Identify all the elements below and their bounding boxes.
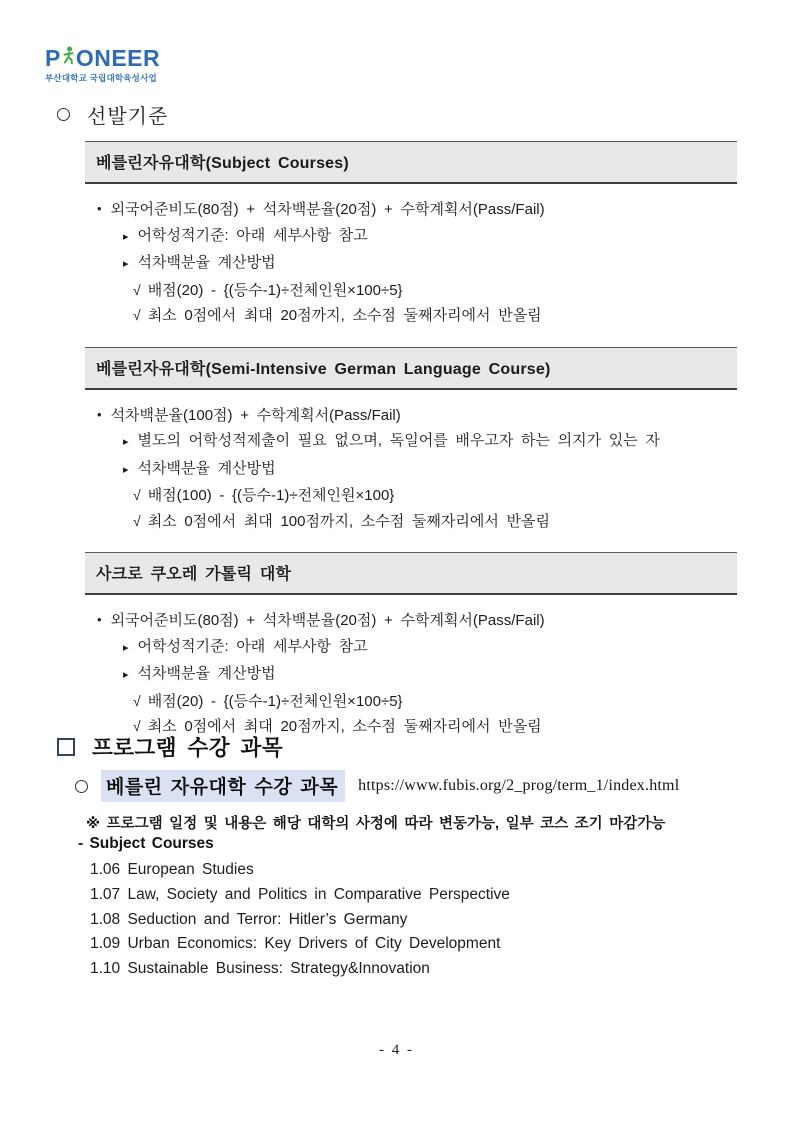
pioneer-logo-text bbox=[45, 46, 160, 69]
triangle-bullet-icon: ▸ bbox=[123, 258, 129, 270]
course-list bbox=[90, 858, 510, 982]
square-bullet-icon bbox=[57, 738, 75, 756]
criteria-line bbox=[97, 223, 737, 251]
program-courses-heading bbox=[57, 731, 283, 762]
circle-bullet-icon bbox=[57, 108, 70, 121]
dot-bullet-icon: • bbox=[97, 201, 102, 216]
line-text: 석차백분율(100점) + 수학계획서(Pass/Fail) bbox=[110, 406, 401, 424]
program-courses-title: 프로그램 수강 과목 bbox=[92, 736, 284, 760]
triangle-bullet-icon: ▸ bbox=[123, 230, 129, 243]
course-item: 1.10 Sustainable Business: Strategy&Innovation bbox=[90, 960, 430, 978]
line-text: 배점(20) - {(등수-1)÷전체인원×100÷5} bbox=[147, 692, 403, 710]
check-bullet-icon: √ bbox=[133, 281, 141, 298]
pioneer-logo bbox=[45, 46, 160, 84]
logo-letters-oneer: ONEER bbox=[75, 45, 161, 71]
program-note: ※ 프로그램 일정 및 내용은 해당 대학의 사정에 따라 변동가능, 일부 코스 조기 마감가능 bbox=[86, 816, 666, 832]
dot-bullet-icon: • bbox=[97, 406, 102, 422]
block-header: 사크로 쿠오레 가톨릭 대학 bbox=[85, 552, 737, 595]
dot-bullet-icon: • bbox=[97, 612, 102, 627]
course-item: 1.06 European Studies bbox=[90, 861, 254, 878]
triangle-bullet-icon: ▸ bbox=[123, 669, 129, 681]
line-text: 배점(20) - {(등수-1)÷전체인원×100÷5} bbox=[147, 281, 403, 299]
check-bullet-icon: √ bbox=[133, 512, 141, 529]
course-item: 1.07 Law, Society and Politics in Comparative Perspective bbox=[90, 885, 510, 903]
line-text: 외국어준비도(80점) + 석차백분율(20점) + 수학계획서(Pass/Fail) bbox=[110, 612, 545, 629]
criteria-line bbox=[97, 456, 737, 484]
check-bullet-icon: √ bbox=[133, 718, 141, 734]
criteria-line bbox=[97, 689, 737, 715]
block-header: 베를린자유대학(Semi-Intensive German Language Course) bbox=[85, 347, 737, 390]
page-number: - 4 - bbox=[379, 1042, 414, 1058]
criteria-block-fu-subject bbox=[85, 141, 737, 346]
line-text: 어학성적기준: 아래 세부사항 참고 bbox=[137, 226, 368, 244]
criteria-line bbox=[97, 278, 737, 304]
selection-criteria-heading bbox=[57, 100, 168, 129]
line-text: 어학성적기준: 아래 세부사항 참고 bbox=[137, 637, 368, 655]
pioneer-runner-icon bbox=[62, 46, 75, 68]
criteria-block-sacro-cuore bbox=[85, 552, 737, 757]
check-bullet-icon: √ bbox=[133, 307, 141, 323]
criteria-block-fu-german bbox=[85, 347, 737, 552]
criteria-line bbox=[97, 608, 737, 634]
fu-berlin-courses-label: 베를린 자유대학 수강 과목 bbox=[101, 770, 345, 802]
line-text: 석차백분율 계산방법 bbox=[137, 459, 276, 477]
fu-berlin-courses-subheading bbox=[75, 770, 679, 802]
line-text: 외국어준비도(80점) + 석차백분율(20점) + 수학계획서(Pass/Fail) bbox=[110, 201, 545, 218]
check-bullet-icon: √ bbox=[133, 692, 141, 709]
course-item: 1.08 Seduction and Terror: Hitler’s Germany bbox=[90, 910, 408, 928]
line-text: 최소 0점에서 최대 100점까지, 소수점 둘째자리에서 반올림 bbox=[147, 512, 551, 530]
criteria-line bbox=[97, 634, 737, 662]
criteria-line bbox=[97, 303, 737, 329]
criteria-blocks bbox=[85, 141, 737, 758]
line-text: 최소 0점에서 최대 20점까지, 소수점 둘째자리에서 반올림 bbox=[147, 307, 542, 324]
triangle-bullet-icon: ▸ bbox=[123, 463, 129, 476]
line-text: 별도의 어학성적제출이 필요 없으며, 독일어를 배우고자 하는 의지가 있는 자 bbox=[137, 432, 660, 449]
block-header: 베를린자유대학(Subject Courses) bbox=[85, 141, 737, 184]
course-item: 1.09 Urban Economics: Key Drivers of City Development bbox=[90, 935, 501, 953]
fubis-url-link[interactable]: https://www.fubis.org/2_prog/term_1/index.html bbox=[358, 777, 680, 794]
criteria-line bbox=[97, 250, 737, 278]
triangle-bullet-icon: ▸ bbox=[123, 641, 129, 654]
criteria-line bbox=[97, 428, 737, 456]
line-text: 최소 0점에서 최대 20점까지, 소수점 둘째자리에서 반올림 bbox=[147, 718, 542, 735]
logo-letter-p: P bbox=[45, 45, 61, 71]
subject-courses-list-header: - Subject Courses bbox=[78, 835, 214, 852]
block-body bbox=[85, 184, 737, 346]
triangle-bullet-icon: ▸ bbox=[123, 436, 129, 448]
criteria-line bbox=[97, 483, 737, 509]
selection-criteria-title: 선발기준 bbox=[87, 106, 169, 128]
line-text: 석차백분율 계산방법 bbox=[137, 665, 276, 682]
check-bullet-icon: √ bbox=[133, 487, 141, 503]
circle-bullet-icon bbox=[75, 780, 88, 793]
line-text: 석차백분율 계산방법 bbox=[137, 254, 276, 271]
logo-subtitle: 부산대학교 국립대학육성사업 bbox=[45, 73, 157, 83]
block-body bbox=[85, 390, 737, 552]
criteria-line bbox=[97, 403, 737, 429]
criteria-line bbox=[97, 661, 737, 689]
line-text: 배점(100) - {(등수-1)÷전체인원×100} bbox=[147, 487, 395, 504]
criteria-line bbox=[97, 509, 737, 535]
criteria-line bbox=[97, 197, 737, 223]
